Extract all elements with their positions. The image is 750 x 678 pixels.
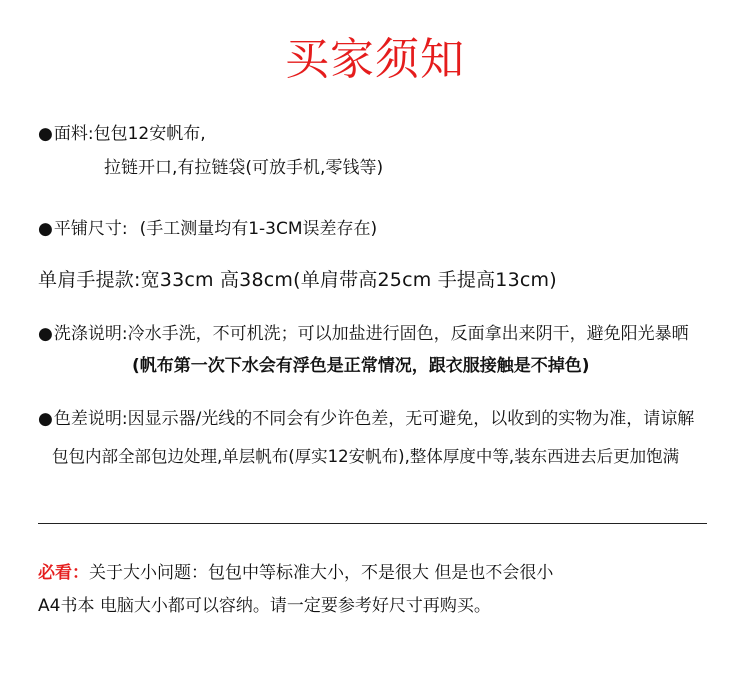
- size-note: (手工测量均有1-3CM误差存在): [139, 219, 378, 239]
- washing-text: 冷水手洗，不可机洗；可以加盐进行固色，反面拿出来阴干，避免阳光暴晒: [127, 324, 689, 344]
- bullet-icon: ●: [38, 124, 53, 144]
- page-title: 买家须知: [285, 34, 465, 85]
- washing-note: (帆布第一次下水会有浮色是正常情况，跟衣服接触是不掉色): [132, 356, 590, 376]
- must-read-label: 必看：: [38, 563, 89, 583]
- must-read-line: [38, 561, 553, 585]
- size-dimensions: 单肩手提款:宽33cm 高38cm(单肩带高25cm 手提高13cm): [38, 269, 557, 291]
- washing-label: 洗涤说明:: [53, 324, 128, 344]
- washing-line: [38, 322, 689, 346]
- bullet-icon: ●: [38, 219, 53, 239]
- bullet-icon: ●: [38, 409, 53, 429]
- size-label: 平铺尺寸:: [53, 219, 128, 239]
- material-line: [38, 122, 206, 146]
- color-diff-text2: 包包内部全部包边处理,单层帆布(厚实12安帆布),整体厚度中等,装东西进去后更加饱满: [52, 447, 680, 466]
- section-divider: [38, 523, 707, 524]
- must-read-text2: A4书本 电脑大小都可以容纳。请一定要参考好尺寸再购买。: [38, 596, 491, 616]
- color-diff-label: 色差说明:: [53, 409, 128, 429]
- must-read-text: 关于大小问题：包包中等标准大小，不是很大 但是也不会很小: [89, 563, 554, 583]
- material-detail: 拉链开口,有拉链袋(可放手机,零钱等): [104, 158, 384, 178]
- color-diff-text: 因显示器/光线的不同会有少许色差，无可避免，以收到的实物为准，请谅解: [127, 409, 695, 429]
- material-value: 包包12安帆布,: [93, 124, 206, 144]
- material-label: 面料:: [53, 124, 94, 144]
- bullet-icon: ●: [38, 324, 53, 344]
- color-diff-line: [38, 407, 694, 431]
- size-line: [38, 217, 377, 241]
